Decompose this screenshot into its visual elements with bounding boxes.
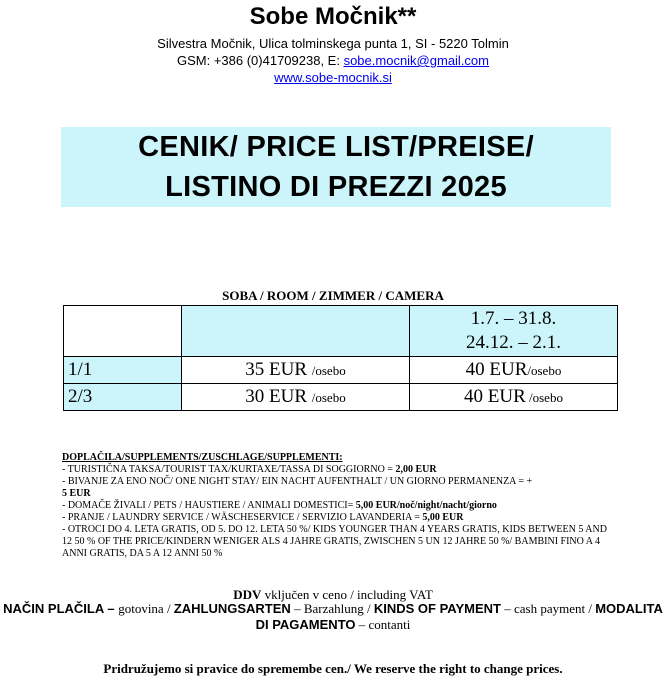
supplement-value: 2,00 EUR: [395, 464, 437, 475]
season-price-cell: [410, 384, 618, 411]
price-unit: /osebo: [311, 362, 346, 378]
price-table: [63, 305, 618, 411]
supplement-text: - BIVANJE ZA ENO NOČ/ ONE NIGHT STAY/ EIN NACHT AUFENTHALT / UN GIORNO PERMANENZA = +: [62, 476, 533, 487]
supplement-one-night: [62, 476, 618, 500]
table-row: [64, 384, 618, 411]
payment-text: – Barzahlung /: [290, 601, 374, 616]
price-value: 35 EUR: [245, 358, 308, 380]
supplement-laundry: [62, 512, 618, 524]
supplement-tourist-tax: [62, 464, 618, 476]
table-caption: SOBA / ROOM / ZIMMER / CAMERA: [222, 288, 444, 303]
payment-text: gotovina /: [118, 601, 174, 616]
table-row: [64, 357, 618, 384]
supplement-text: - TURISTIČNA TAKSA/TOURIST TAX/KURTAXE/TASSA DI SOGGIORNO =: [62, 464, 396, 475]
supplement-value: 5,00 EUR: [422, 512, 464, 523]
header-cell-regular: [182, 306, 410, 357]
website-line: [0, 69, 666, 86]
phone-text: GSM: +386 (0)41709238, E:: [177, 53, 344, 68]
supplement-value: 5,00 EUR/noč/night/nacht/giorno: [355, 500, 497, 511]
email-link[interactable]: sobe.mocnik@gmail.com: [343, 53, 489, 68]
room-type-cell: 1/1: [64, 357, 182, 384]
season-dates-summer: 1.7. – 31.8.: [470, 308, 557, 329]
supplements-heading: DOPLAČILA/SUPPLEMENTS/ZUSCHLAGE/SUPPLEMENTI:: [62, 452, 343, 463]
supplement-value: 5 EUR: [62, 488, 91, 499]
price-change-note: Pridružujemo si pravice do spremembe cen./ We reserve the right to change prices.: [103, 661, 563, 676]
supplement-text: - DOMAČE ŽIVALI / PETS / HAUSTIERE / ANIMALI DOMESTICI=: [62, 500, 356, 511]
price-value: 40 EUR: [465, 358, 528, 380]
price-unit: /osebo: [525, 389, 563, 405]
regular-price-cell: [182, 357, 410, 384]
season-dates-winter: 24.12. – 2.1.: [466, 332, 561, 353]
header-cell-season: [410, 306, 618, 357]
season-price-cell: [410, 357, 618, 384]
supplements-section: [62, 452, 618, 560]
payment-label-en: KINDS OF PAYMENT: [373, 601, 501, 616]
page-title: Sobe Močnik**: [249, 3, 417, 30]
website-link[interactable]: www.sobe-mocnik.si: [274, 70, 392, 85]
price-list-title-line2: LISTINO DI PREZZI 2025: [165, 171, 507, 203]
regular-price-cell: [182, 384, 410, 411]
contact-line: [0, 52, 666, 69]
price-unit: /osebo: [527, 362, 562, 378]
payment-label-it: MODALITA DI PAGAMENTO: [255, 601, 663, 632]
supplement-children: - OTROCI DO 4. LETA GRATIS, OD 5. DO 12. LETA 50 %/ KIDS YOUNGER THAN 4 YEARS GRATIS, KIDS BETWEEN 5 AND 12 50 % OF THE PRICE/KINDERN WENIGER ALS 4 JAHRE GRATIS, ZWISCHEN 5 UN 12 JAHRE 50 %/ BAMBINI FINO A 4 ANNI GRATIS, DA 5 A 12 ANNI 50 %: [62, 524, 607, 559]
payment-text: – contanti: [355, 617, 411, 632]
payment-methods: [0, 601, 666, 633]
vat-label: DDV: [233, 587, 262, 602]
price-value: 30 EUR: [245, 385, 308, 407]
supplement-text: - PRANJE / LAUNDRY SERVICE / WÄSCHESERVICE / SERVIZIO LAVANDERIA =: [62, 512, 423, 523]
table-header-row: [64, 306, 618, 357]
payment-label-si: NAČIN PLAČILA –: [3, 601, 119, 616]
room-type-cell: 2/3: [64, 384, 182, 411]
supplement-pets: [62, 500, 618, 512]
price-list-title-line1: CENIK/ PRICE LIST/PREISE/: [138, 131, 534, 163]
address-line: Silvestra Močnik, Ulica tolminskega punta 1, SI - 5220 Tolmin: [157, 36, 509, 51]
price-unit: /osebo: [311, 389, 346, 405]
payment-label-de: ZAHLUNGSARTEN: [173, 601, 291, 616]
price-list-banner: [61, 127, 611, 207]
price-value: 40 EUR: [464, 385, 526, 407]
vat-text: vključen v ceno / including VAT: [261, 587, 433, 602]
header-cell-room: [64, 306, 182, 357]
payment-text: – cash payment /: [500, 601, 596, 616]
